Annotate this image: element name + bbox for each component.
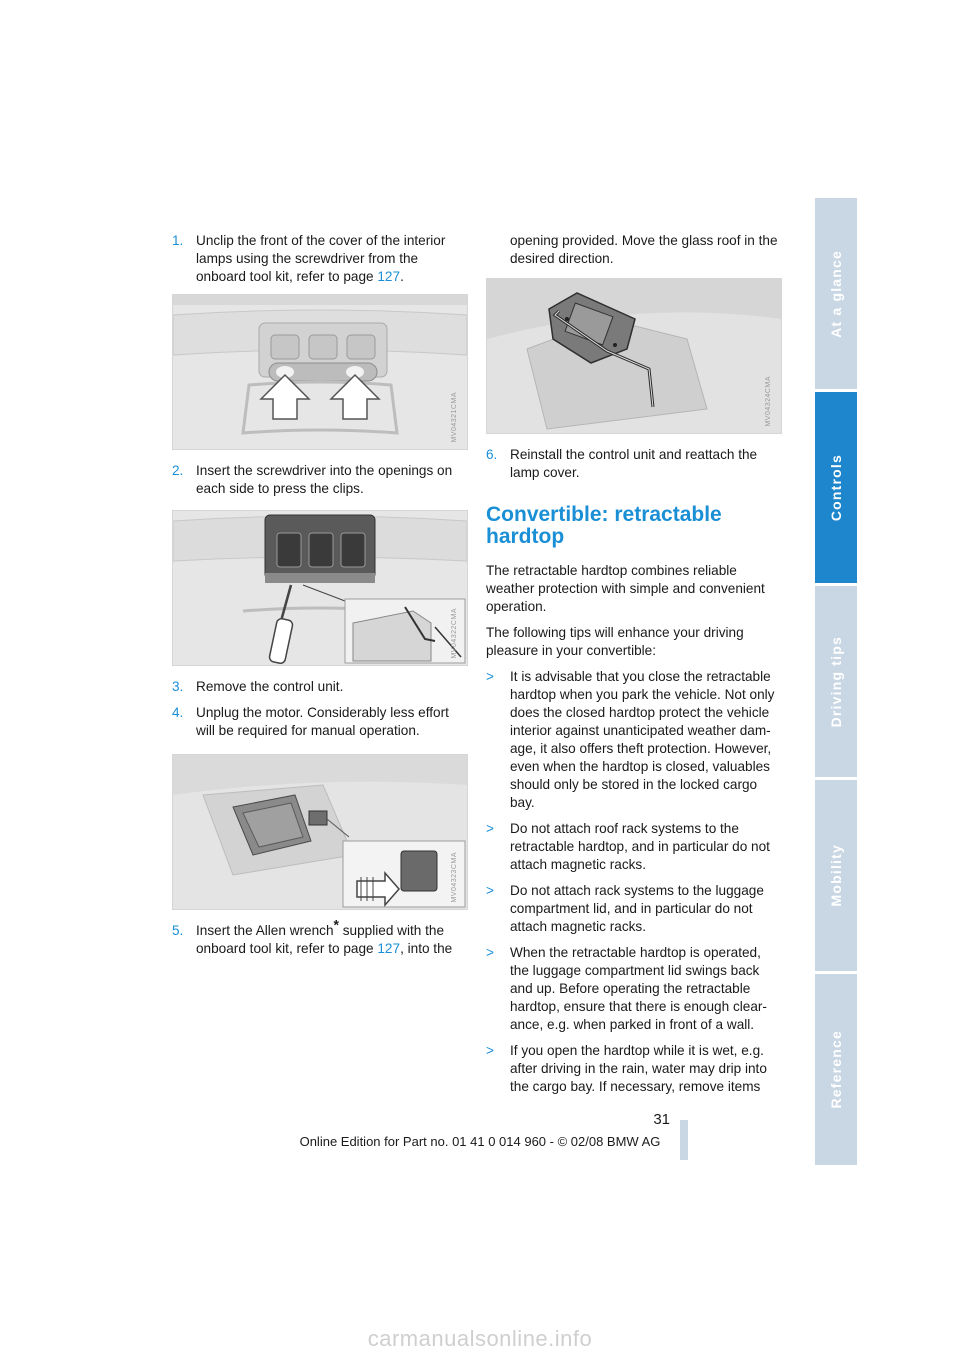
list-item [486,882,780,936]
step-text: Unplug the motor. Considerably less effort will be required for manual operation. [196,705,449,738]
watermark: carmanualsonline.info [367,1326,593,1351]
edition-footer: Online Edition for Part no. 01 41 0 014 960 - © 02/08 BMW AG [299,1134,661,1149]
tab-reference[interactable] [815,974,857,1165]
step-2 [172,462,468,498]
interior-lamp-cover-figure [172,294,468,450]
step-text: Remove the control unit. [196,679,344,694]
bullet-marker: > [486,945,494,960]
tab-mobility[interactable] [815,780,857,971]
tab-label: At a glance [828,249,844,338]
bullet-marker: > [486,669,494,684]
step-text: Insert the screwdriver into the openings on each side to press the clips. [196,463,453,496]
tab-controls[interactable] [815,392,857,583]
list-item [486,668,780,812]
page-link-127[interactable]: 127 [377,941,401,956]
tab-driving-tips[interactable] [815,586,857,777]
step-5-continued [486,232,780,268]
page-number: 31 [653,1111,670,1128]
allen-wrench-illustration [487,279,781,433]
bullet-marker: > [486,821,494,836]
step-text: Unclip the front of the cover of the interior lamps using the screwdriver from the onboard tool kit, refer to page [196,233,446,284]
tab-label: Controls [828,453,844,522]
list-item [486,1042,780,1096]
interior-lamp-illustration [173,295,467,449]
bullet-marker: > [486,1043,494,1058]
tips-intro-paragraph: The following tips will enhance your driving pleasure in your convertible: [486,625,744,658]
step-number: 1. [172,233,184,248]
chapter-sidebar [815,198,857,1168]
right-column [486,232,780,1104]
optional-equipment-star: * [333,916,339,933]
page-link-127[interactable]: 127 [377,269,401,284]
step-number: 3. [172,679,184,694]
allen-wrench-figure [486,278,782,434]
step-number: 5. [172,923,184,938]
list-item-text: Do not attach roof rack systems to the retractable hardtop, and in particular do not attach magnetic racks. [510,821,770,872]
tab-at-a-glance[interactable] [815,198,857,389]
step-number: 4. [172,705,184,720]
list-item-text: Do not attach rack systems to the luggage compartment lid, and in particular do not attach magnetic racks. [510,883,764,934]
step-text: Insert the Allen wrench [196,923,334,938]
tab-label: Reference [828,1030,844,1109]
screwdriver-illustration [173,511,467,665]
step-text: Reinstall the control unit and reattach the lamp cover. [510,447,758,480]
list-item [486,820,780,874]
step-number: 2. [172,463,184,478]
step-text: opening provided. Move the glass roof in the desired direction. [510,233,778,266]
list-item-text: When the retractable hardtop is operated, the luggage compartment lid swings back and up. Before operating the retractable hardtop, ensure that there is enough clear-ance, e.g. when parked in front of a wall. [510,945,767,1032]
figure-code: MV04323CMA [451,852,458,903]
figure-code: MV04322CMA [451,608,458,659]
tab-label: Driving tips [828,635,844,728]
list-item-text: It is advisable that you close the retractable hardtop when you park the vehicle. Not only does the closed hardtop protect the vehicle interior against unanticipated weather dam-age, it also offers theft protection. However, even when the hardtop is closed, valuables should only be stored in the locked cargo bay. [510,669,775,810]
tab-label: Mobility [828,844,844,907]
step-number: 6. [486,447,498,462]
step-6 [486,446,780,482]
left-column [172,232,468,966]
screwdriver-clips-figure [172,510,468,666]
figure-code: MV04324CMA [765,376,772,427]
step-5: 5. Insert the Allen wrench* supplied with the onboard tool kit, refer to page 127, into the [172,916,453,956]
motor-unplug-figure [172,754,468,910]
motor-illustration [173,755,467,909]
intro-paragraph: The retractable hardtop combines reliable weather protection with simple and convenient operation. [486,563,765,614]
list-item-text: If you open the hardtop while it is wet, e.g. after driving in the rain, water may drip into the cargo bay. If necessary, remove items [510,1043,767,1094]
bullet-marker: > [486,883,494,898]
step-1: 1. Unclip the front of the cover of the interior lamps using the screwdriver from the onboard tool kit, refer to page 127. [172,233,446,284]
step-3 [172,678,468,696]
list-item [486,944,780,1034]
step-4 [172,704,468,740]
section-heading: Convertible: retractable hardtop [486,503,722,548]
figure-code: MV04321CMA [451,392,458,443]
